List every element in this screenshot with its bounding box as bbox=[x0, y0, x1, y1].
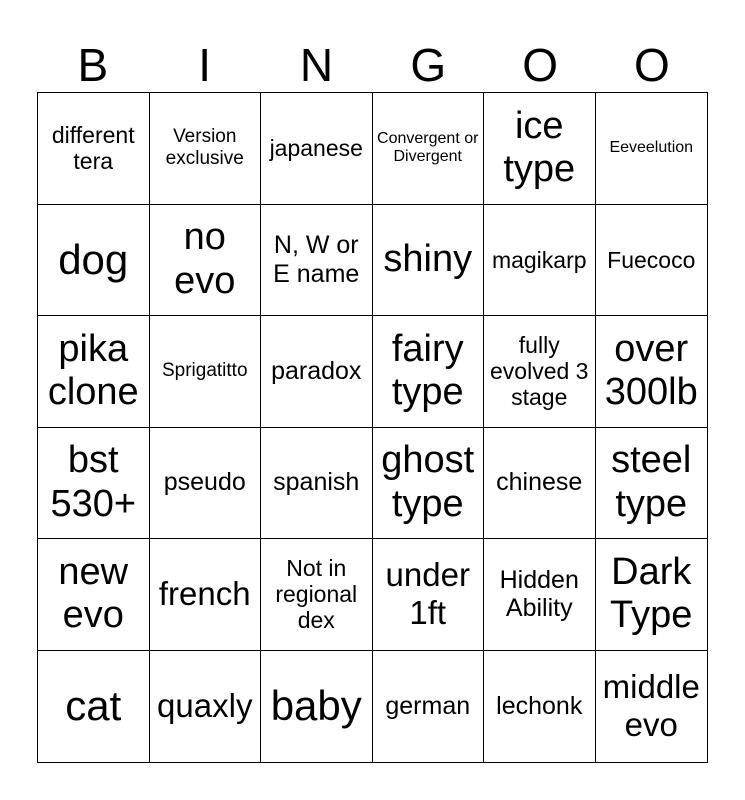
header-letter-g: G bbox=[410, 39, 447, 91]
bingo-board bbox=[37, 92, 708, 763]
header-letter-o: O bbox=[522, 39, 558, 91]
bingo-cell[interactable]: bst 530+ bbox=[38, 428, 150, 540]
bingo-cell[interactable]: Sprigatitto bbox=[150, 316, 262, 428]
header-letter-b: B bbox=[77, 39, 109, 91]
bingo-cell[interactable]: Fuecoco bbox=[596, 205, 708, 317]
bingo-cell[interactable]: spanish bbox=[261, 428, 373, 540]
bingo-cell[interactable]: lechonk bbox=[484, 651, 596, 763]
bingo-cell[interactable]: no evo bbox=[150, 205, 262, 317]
bingo-cell[interactable]: magikarp bbox=[484, 205, 596, 317]
bingo-cell[interactable]: Convergent or Divergent bbox=[373, 93, 485, 205]
bingo-cell[interactable]: cat bbox=[38, 651, 150, 763]
bingo-cell[interactable]: Version exclusive bbox=[150, 93, 262, 205]
bingo-cell[interactable]: japanese bbox=[261, 93, 373, 205]
bingo-cell[interactable]: Hidden Ability bbox=[484, 539, 596, 651]
bingo-cell[interactable]: N, W or E name bbox=[261, 205, 373, 317]
header-letter-i: I bbox=[198, 39, 212, 91]
bingo-cell[interactable]: chinese bbox=[484, 428, 596, 540]
bingo-cell[interactable]: paradox bbox=[261, 316, 373, 428]
bingo-cell[interactable]: new evo bbox=[38, 539, 150, 651]
bingo-cell[interactable]: pika clone bbox=[38, 316, 150, 428]
bingo-cell[interactable]: dog bbox=[38, 205, 150, 317]
bingo-cell[interactable]: Not in regional dex bbox=[261, 539, 373, 651]
bingo-cell[interactable]: Eeveelution bbox=[596, 93, 708, 205]
bingo-cell[interactable]: fully evolved 3 stage bbox=[484, 316, 596, 428]
bingo-cell[interactable]: Dark Type bbox=[596, 539, 708, 651]
bingo-cell[interactable]: steel type bbox=[596, 428, 708, 540]
bingo-header bbox=[37, 38, 708, 92]
bingo-cell[interactable]: pseudo bbox=[150, 428, 262, 540]
bingo-cell[interactable]: under 1ft bbox=[373, 539, 485, 651]
bingo-cell[interactable]: quaxly bbox=[150, 651, 262, 763]
bingo-cell[interactable]: shiny bbox=[373, 205, 485, 317]
bingo-cell[interactable]: french bbox=[150, 539, 262, 651]
header-letter-o-2: O bbox=[633, 39, 670, 91]
bingo-cell[interactable]: over 300lb bbox=[596, 316, 708, 428]
bingo-cell[interactable]: ghost type bbox=[373, 428, 485, 540]
bingo-cell[interactable]: different tera bbox=[38, 93, 150, 205]
bingo-cell[interactable]: ice type bbox=[484, 93, 596, 205]
bingo-cell[interactable]: middle evo bbox=[602, 668, 700, 744]
bingo-cell[interactable]: baby bbox=[261, 651, 373, 763]
header-letter-n: N bbox=[299, 39, 334, 91]
bingo-cell[interactable]: german bbox=[373, 651, 485, 763]
bingo-cell[interactable]: fairy type bbox=[373, 316, 485, 428]
